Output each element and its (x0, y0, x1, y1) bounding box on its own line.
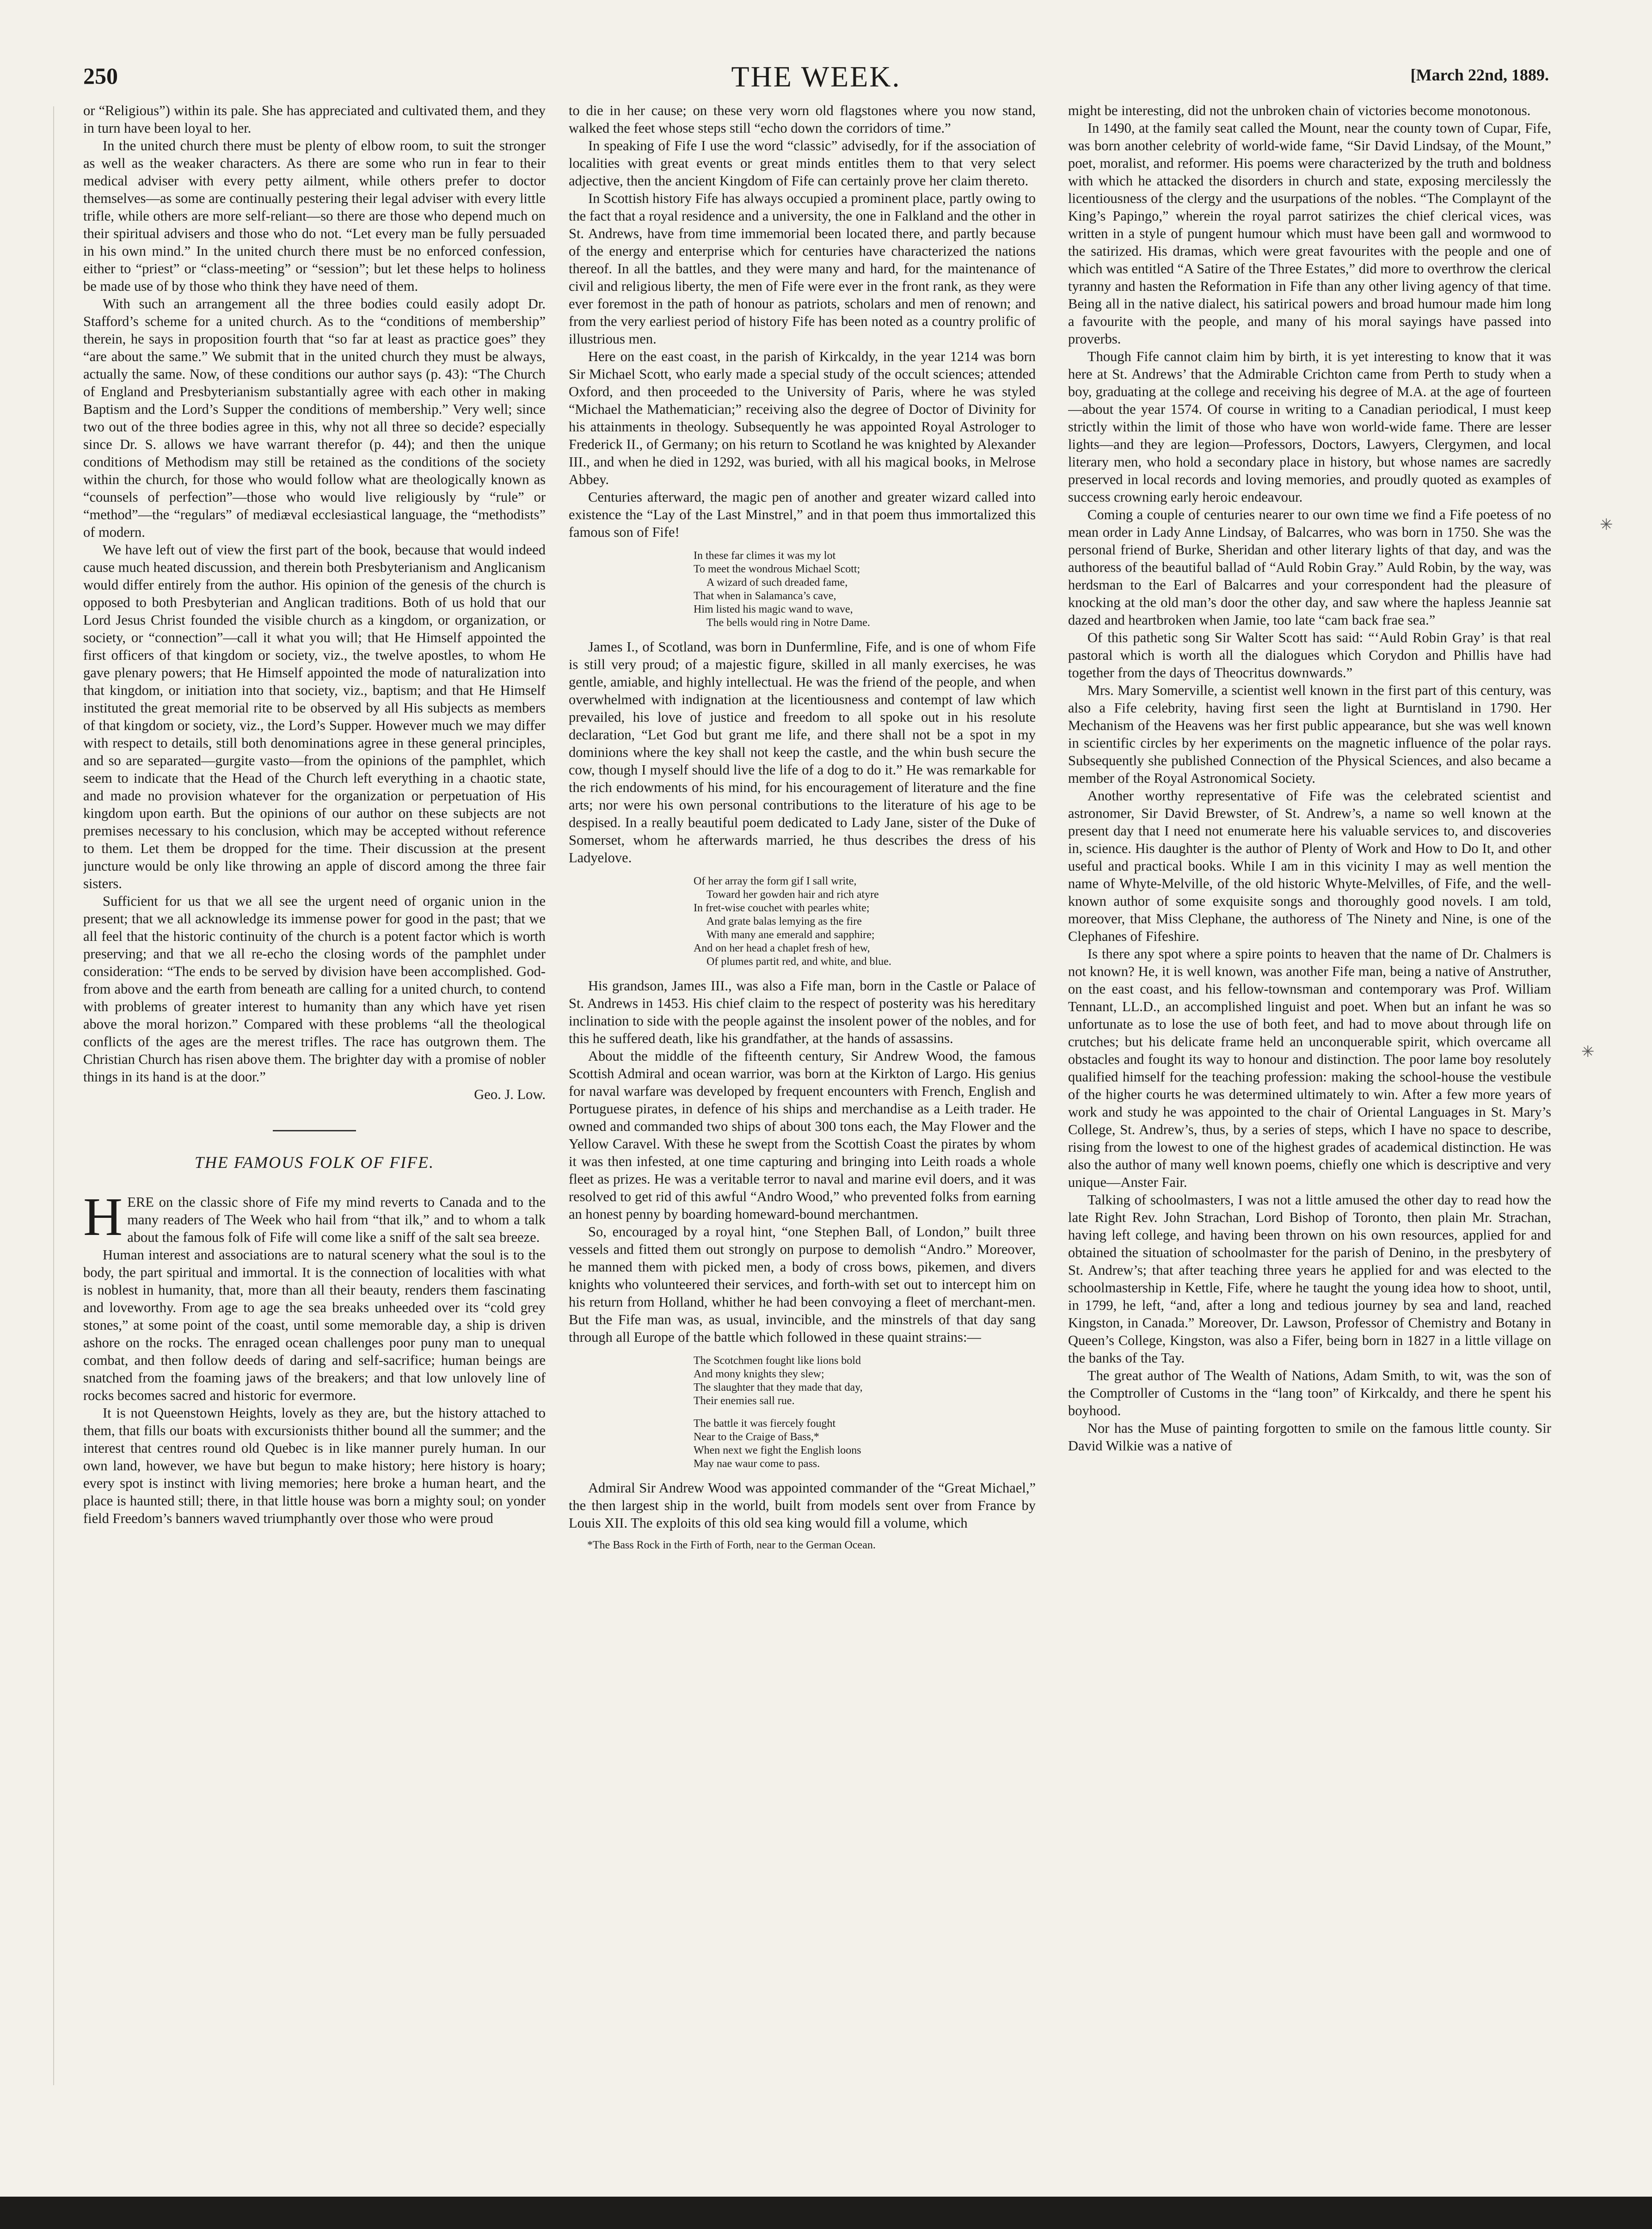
poem-line: The bells would ring in Notre Dame. (706, 617, 870, 629)
paragraph: or “Religious”) within its pale. She has appreciated and cultivated them, and they in turn have been loyal to her. (83, 103, 546, 136)
paragraph: Mrs. Mary Somerville, a scientist well known in the first part of this century, was also a Fife celebrity, having first seen the light at Burntisland in 1790. Her Mechanism of the Heavens was her first public appearance, but she was well known in scientific circles by her experiments on the magnetic influence of the polar rays. Subsequently she published Connection of the Physical Sciences, and also became a member of the Royal Astronomical Society. (1068, 682, 1551, 786)
poem-line: To meet the wondrous Michael Scott; (694, 563, 860, 575)
column-3 (1068, 102, 1551, 2145)
poem-andrew-wood (694, 1354, 1036, 1471)
column-2 (569, 102, 1036, 2145)
paragraph: Coming a couple of centuries nearer to our own time we find a Fife poetess of no mean order in Lady Anne Lindsay, of Balcarres, who was born in 1750. She was the personal friend of Burke, Sheridan and other literary lights of that day, and was the authoress of the beautiful ballad of “Auld Robin Gray.” Auld Robin, by the way, was herdsman to the Earl of Balcarres and your correspondent had the pleasure of knocking at the old man’s door the other day, and saw where the hapless Jeannie sat dazed and heartbroken when Jamie, too late “cam back frae sea.” (1068, 507, 1551, 628)
column-1 (83, 102, 546, 2145)
poem-line: Toward her gowden hair and rich atyre (706, 889, 879, 901)
poem-line: Him listed his magic wand to wave, (694, 603, 853, 615)
paragraph: Is there any spot where a spire points to heaven that the name of Dr. Chalmers is not known? He, it is well known, was another Fife man, being a native of Anstruther, on the east coast, and his fellow-townsman and contemporary was Prof. William Tennant, LL.D., an accomplished linguist and poet. When but an infant he was so unfortunate as to lose the use of both feet, and had to move about through life on crutches; but his delicate frame held an unconquerable spirit, which overcame all obstacles and fought its way to honour and distinction. The poor lame boy resolutely qualified himself for the teaching profession: making the school-house the vestibule of the higher courts he was determined ultimately to win. After a few more years of work and study he was appointed to the chair of Oriental Languages in St. Mary’s College, St. Andrew’s, thus, by a series of steps, which I have no space to describe, rising from the lowest to one of the highest grades of academical distinction. He was also the author of many well known poems, chiefly one which is descriptive and very unique—Anster Fair. (1068, 946, 1551, 1190)
poem-line: A wizard of such dreaded fame, (706, 577, 848, 589)
binding-gutter (53, 106, 54, 2085)
poem-james-i (694, 875, 1036, 969)
paragraph: His grandson, James III., was also a Fife man, born in the Castle or Palace of St. Andrews in 1453. His chief claim to the respect of posterity was his hereditary inclination to side with the people against the insolent power of the nobles, and for this he suffered death, like his grandfather, at the hands of assassins. (569, 978, 1036, 1046)
poem-line: Of her array the form gif I sall write, (694, 875, 857, 887)
paragraph: In speaking of Fife I use the word “classic” advisedly, for if the association of localities with great events or great minds entitles them to that very select adjective, then the ancient Kingdom of Fife can certainly prove her claim thereto. (569, 138, 1036, 189)
page-header (83, 62, 1549, 99)
drop-cap: H (83, 1186, 123, 1247)
poem-line: In fret-wise couchet with pearles white; (694, 902, 870, 914)
paragraph: Here on the east coast, in the parish of Kirkcaldy, in the year 1214 was born Sir Michael Scott, who early made a special study of the occult sciences; attended Oxford, and then proceeded to the University of Paris, where he was styled “Michael the Mathematician;” receiving also the degree of Doctor of Divinity for his attainments in theology. Subsequently he was appointed Royal Astrologer to Frederick II., of Germany; on his return to Scotland he was knighted by Alexander III., and when he died in 1292, was buried, with all his magical books, in Melrose Abbey. (569, 349, 1036, 487)
paragraph: Centuries afterward, the magic pen of another and greater wizard called into existence the “Lay of the Last Minstrel,” and in that poem thus immortalized this famous son of Fife! (569, 489, 1036, 540)
poem-line: Of plumes partit red, and white, and blue. (706, 956, 891, 968)
poem-michael-scott (694, 549, 1036, 630)
paragraph: Of this pathetic song Sir Walter Scott has said: “‘Auld Robin Gray’ is that real pastoral which is worth all the dialogues which Corydon and Phillis have had together from the days of Theocritus downwards.” (1068, 630, 1551, 681)
section-divider (273, 1130, 356, 1131)
masthead-title: THE WEEK. (731, 60, 901, 93)
paragraph: We have left out of view the first part of the book, because that would indeed cause much heated discussion, and therein both Presbyterianism and Anglicanism would differ entirely from the author. His opinion of the genesis of the church is opposed to both Presbyterian and Anglican traditions. Both of us hold that our Lord Jesus Christ founded the visible church as a kingdom, or organization, or society, or “connection”—call it what you will; that He Himself appointed the first officers of that kingdom or society, viz., the twelve apostles, to whom He gave plenary powers; that He Himself appointed the mode of naturalization into that kingdom, or initiation into that society, viz., baptism; and that He Himself instituted the great memorial rite to be observed by all His subjects as members of that kingdom or society, viz., the Lord’s Supper. However much we may differ with respect to details, still both denominations agree in these general principles, and so are separated—gurgite vasto—from the opinions of the pamphlet, which seem to indicate that the Head of the Church left everything in a chaotic state, and made no provision whatever for the organization or perpetuation of His kingdom upon earth. But the opinions of our author on these subjects are not premises necessary to his conclusion, which may be accepted without reference to them. Let them be dropped for the time. Their discussion at the present juncture would be only like throwing an apple of discord among the three fair sisters. (83, 542, 546, 891)
paragraph: In Scottish history Fife has always occupied a prominent place, partly owing to the fact that a royal residence and a university, the one in Falkland and the other in St. Andrews, have from time immemorial been located there, and partly because of the energy and enterprise which for centuries have characterized the nations thereof. In all the battles, and they were many and hard, for the maintenance of civil and religious liberty, the men of Fife were ever in the front rank, as they were ever foremost in the path of honour as patriots, scholars and men of renown; and from the very earliest period of history Fife has been noted as a country prolific of illustrious men. (569, 190, 1036, 347)
poem-line: That when in Salamanca’s cave, (694, 590, 836, 602)
poem-line: The Scotchmen fought like lions bold (694, 1355, 861, 1367)
poem-line: The slaughter that they made that day, (694, 1382, 863, 1394)
scan-bottom-edge (0, 2197, 1652, 2229)
stanza-gap (694, 1408, 1036, 1417)
article-title: THE FAMOUS FOLK OF FIFE. (194, 1153, 435, 1172)
poem-line: And mony knights they slew; (694, 1368, 824, 1380)
poem-line: May nae waur come to pass. (694, 1458, 820, 1470)
paragraph: Though Fife cannot claim him by birth, it is yet interesting to know that it was here at St. Andrews’ that the Admirable Crichton came from Perth to study when a boy, graduating at the college and receiving his degree of M.A. at the age of fourteen—about the year 1574. Of course in writing to a Canadian periodical, I must keep strictly within the limit of those who have won world-wide fame. There are lesser lights—and they are legion—Professors, Doctors, Lawyers, Clergymen, and local literary men, who hold a secondary place in history, but whose names are sacredly preserved in local records and loving memories, and proudly quoted as examples of success crowning early heroic endeavour. (1068, 349, 1551, 505)
paragraph: It is not Queenstown Heights, lovely as they are, but the history attached to them, that fills our boats with excursionists thither bound all the summer; and the interest that centres round old Quebec is in like manner purely human. In our own land, however, we have but begun to make history; here history is hoary; every spot is instinct with living memories; here broke a human heart, and the place is haunted still; there, in that little house was born a mighty soul; on yonder field Freedom’s banners waved triumphantly over those who were proud (83, 1405, 546, 1526)
paragraph: In the united church there must be plenty of elbow room, to suit the stronger as well as the weaker characters. As there are some who run in fear to their medical adviser with every petty ailment, while others prefer to doctor themselves—as some are continually pestering their legal adviser with every little trifle, while others are more self-reliant—so there are those who depend much on their spiritual advisers and those who do not. “Let every man be fully persuaded in his own mind.” In the united church there must be no enforced confession, either to “priest” or “class-meeting” or “session”; but let these helps to holiness be made use of by those who think they have need of them. (83, 138, 546, 294)
poem-line: Near to the Craige of Bass,* (694, 1431, 819, 1443)
paragraph: Sufficient for us that we all see the urgent need of organic union in the present; that we all acknowledge its immense power for good in the past; that we all feel that the historic continuity of the church is a potent factor which is worth preserving; and that we all re-echo the closing words of the pamphlet under consideration: “The ends to be served by division have been accomplished. God-from above and the earth from beneath are calling for a united church, to contend with problems of greater interest to humanity than any which have yet risen above the moral horizon.” Compared with these problems “all the theological conflicts of the ages are the merest trifles. The race has outgrown them. The Christian Church has risen above them. The brighter day with a promise of nobler things in its hand is at the door.” (83, 893, 546, 1085)
paragraph: In 1490, at the family seat called the Mount, near the county town of Cupar, Fife, was born another celebrity of world-wide fame, “Sir David Lindsay, of the Mount,” poet, moralist, and reformer. His poems were characterized by the truth and boldness with which he attacked the disorders in church and state, exposing mercilessly the licentiousness of the clergy and the usurpations of the nobles. “The Complaynt of the King’s Papingo,” wherein the royal parrot satirizes the chief clerical vices, was written in a style of pungent humour which must have been gall and wormwood to the satirized. His dramas, which were great favourites with the people and one of which was entitled “A Satire of the Three Estates,” did more to overthrow the clerical tyranny and hasten the Reformation in Fife than any other living agency of that time. Being all in the native dialect, his satirical powers and broad humour made him long a favourite with the people, and many of his moral sayings have passed into proverbs. (1068, 120, 1551, 347)
paragraph: James I., of Scotland, was born in Dunfermline, Fife, and is one of whom Fife is still very proud; of a majestic figure, skilled in all manly exercises, he was gentle, amiable, and highly intellectual. He was the friend of the people, and when overwhelmed with indignation at the licentiousness and contempt of law which prevailed, his love of justice and freedom to all spoke out in his resolute declaration, “Let God but grant me life, and there shall not be a spot in my dominions where the key shall not keep the castle, and the whin bush secure the cow, though I myself should live the life of a dog to do it.” He was remarkable for the rich endowments of his mind, for his encouragement of literature and the fine arts; nor were his own personal contributions to the literature of his age to be despised. In a really beautiful poem dedicated to Lady Jane, sister of the Duke of Somerset, whom he afterwards married, he thus describes the dress of his Ladyelove. (569, 639, 1036, 866)
poem-line: In these far climes it was my lot (694, 550, 836, 562)
lead-text: ERE on the classic shore of Fife my mind reverts to Canada and to the many readers of The Week who hail from “that ilk,” and to whom a talk about the famous folk of Fife will come like a sniff of the salt sea breeze. (127, 1194, 546, 1245)
margin-ink-mark: ✳ (1581, 1044, 1595, 1061)
paragraph: Human interest and associations are to natural scenery what the soul is to the body, the part spiritual and immortal. It is the connection of localities with what is noblest in humanity, that, more than all their beauty, renders them fascinating and loveworthy. From age to age the sea breaks unheeded over its “cold grey stones,” at some point of the coast, until some memorable day, a ship is driven ashore on the rocks. The enraged ocean challenges poor puny man to unequal combat, and then follow deeds of daring and self-sacrifice; human beings are snatched from the foaming jaws of the breakers; and that low unlovely line of rocks becomes sacred and historic for evermore. (83, 1247, 546, 1403)
paragraph: Admiral Sir Andrew Wood was appointed commander of the “Great Michael,” the then largest ship in the world, built from models sent over from France by Louis XII. The exploits of this old sea king would fill a volume, which (569, 1480, 1036, 1531)
author-signature: Geo. J. Low. (474, 1087, 546, 1102)
paragraph: Talking of schoolmasters, I was not a little amused the other day to read how the late Right Rev. John Strachan, Lord Bishop of Toronto, then plain Mr. Strachan, having left college, and having been thrown on his own resources, applied for and obtained the situation of schoolmaster for the parish of Denino, in the presbytery of St. Andrew’s; that after teaching three years he applied for and was elected to the schoolmastership in Kettle, Fife, where he taught the young idea how to shoot, until, in 1799, he left, “and, after a long and tedious journey by sea and land, reached Kingston, in Canada.” Moreover, Dr. Lawson, Professor of Chemistry and Botany in Queen’s College, Kingston, was also a Fifer, being born in 1827 in a little village on the banks of the Tay. (1068, 1192, 1551, 1366)
poem-line: The battle it was fiercely fought (694, 1418, 836, 1430)
footnote: *The Bass Rock in the Firth of Forth, near to the German Ocean. (587, 1539, 876, 1551)
poem-line: And on her head a chaplet fresh of hew, (694, 942, 870, 954)
issue-date: [March 22nd, 1889. (1410, 66, 1549, 84)
paragraph: might be interesting, did not the unbroken chain of victories become monotonous. (1068, 103, 1531, 118)
poem-line: And grate balas lemying as the fire (706, 915, 862, 927)
paragraph: So, encouraged by a royal hint, “one Stephen Ball, of London,” built three vessels and fitted them out strongly on purpose to demolish “Andro.” Moreover, he manned them with picked men, a body of cross bows, pikemen, and divers knights who volunteered their services, and forth-with set out to intercept him on his return from Holland, whither he had been convoying a fleet of merchant-men. But the Fife man was, as usual, invincible, and the minstrels of that day sang through all Europe of the battle which followed in these quaint strains:— (569, 1224, 1036, 1345)
paragraph: About the middle of the fifteenth century, Sir Andrew Wood, the famous Scottish Admiral and ocean warrior, was born at the Kirkton of Largo. His genius for naval warfare was developed by frequent encounters with French, English and Portuguese pirates, in defence of his ships and merchandise as a Leith trader. He owned and commanded two ships of about 300 tons each, the May Flower and the Yellow Caravel. With these he swept from the Scottish Coast the pirates by whom it was then infested, at one time capturing and bringing into Leith roads a whole fleet as prizes. He was a veritable terror to naval and marine evil doers, and it was resolved to get rid of this awful “Andro Wood,” who prevented folks from earning an honest penny by boarding homeward-bound merchantmen. (569, 1048, 1036, 1222)
margin-ink-mark: ✳ (1600, 516, 1613, 534)
poem-line: Their enemies sall rue. (694, 1395, 795, 1407)
poem-line: When next we fight the English loons (694, 1444, 861, 1456)
paragraph: With such an arrangement all the three bodies could easily adopt Dr. Stafford’s scheme for a united church. As to the “conditions of membership” therein, he says in proposition fourth that “so far at least as practice goes” they “are about the same.” We submit that in the united church they must be always, actually the same. Now, of these conditions our author says (p. 43): “The Church of England and Presbyterianism substantially agree with each other in making Baptism and the Lord’s Supper the conditions of membership.” Very well; since two out of the three bodies agree in this, why not all three so decide? especially since Dr. S. allows we have warrant therefor (p. 44); and then the unique conditions of Methodism may still be retained as the conditions of the society within the church, for those who would follow what are theologically known as “counsels of perfection”—those who would live religiously by “rule” or “method”—the “regulars” of mediæval ecclesiastical language, the “methodists” of modern. (83, 296, 546, 540)
paragraph: Nor has the Muse of painting forgotten to smile on the famous little county. Sir David Wilkie was a native of (1068, 1420, 1551, 1454)
poem-line: With many ane emerald and sapphire; (706, 929, 875, 941)
paragraph: to die in her cause; on these very worn old flagstones where you now stand, walked the feet whose steps still “echo down the corridors of time.” (569, 103, 1036, 136)
page-number: 250 (83, 63, 118, 89)
paragraph: Another worthy representative of Fife was the celebrated scientist and astronomer, Sir David Brewster, of St. Andrew’s, a name so well known at the present day that I need not enumerate here his valuable services to, and discoveries in, science. His daughter is the author of Plenty of Work and How to Do It, and other useful and practical books. While I am in this vicinity I may as well mention the name of Whyte-Melville, of the old historic Whyte-Melvilles, of Fife, and the well-known author of some exquisite songs and thoroughly good novels. I am told, moreover, that Miss Clephane, the authoress of The Ninety and Nine, is one of the Clephanes of Fifeshire. (1068, 788, 1551, 944)
article-lead-paragraph (83, 1186, 546, 1247)
paragraph: The great author of The Wealth of Nations, Adam Smith, to wit, was the son of the Comptroller of Customs in the “lang toon” of Kirkcaldy, and there he spent his boyhood. (1068, 1368, 1551, 1418)
